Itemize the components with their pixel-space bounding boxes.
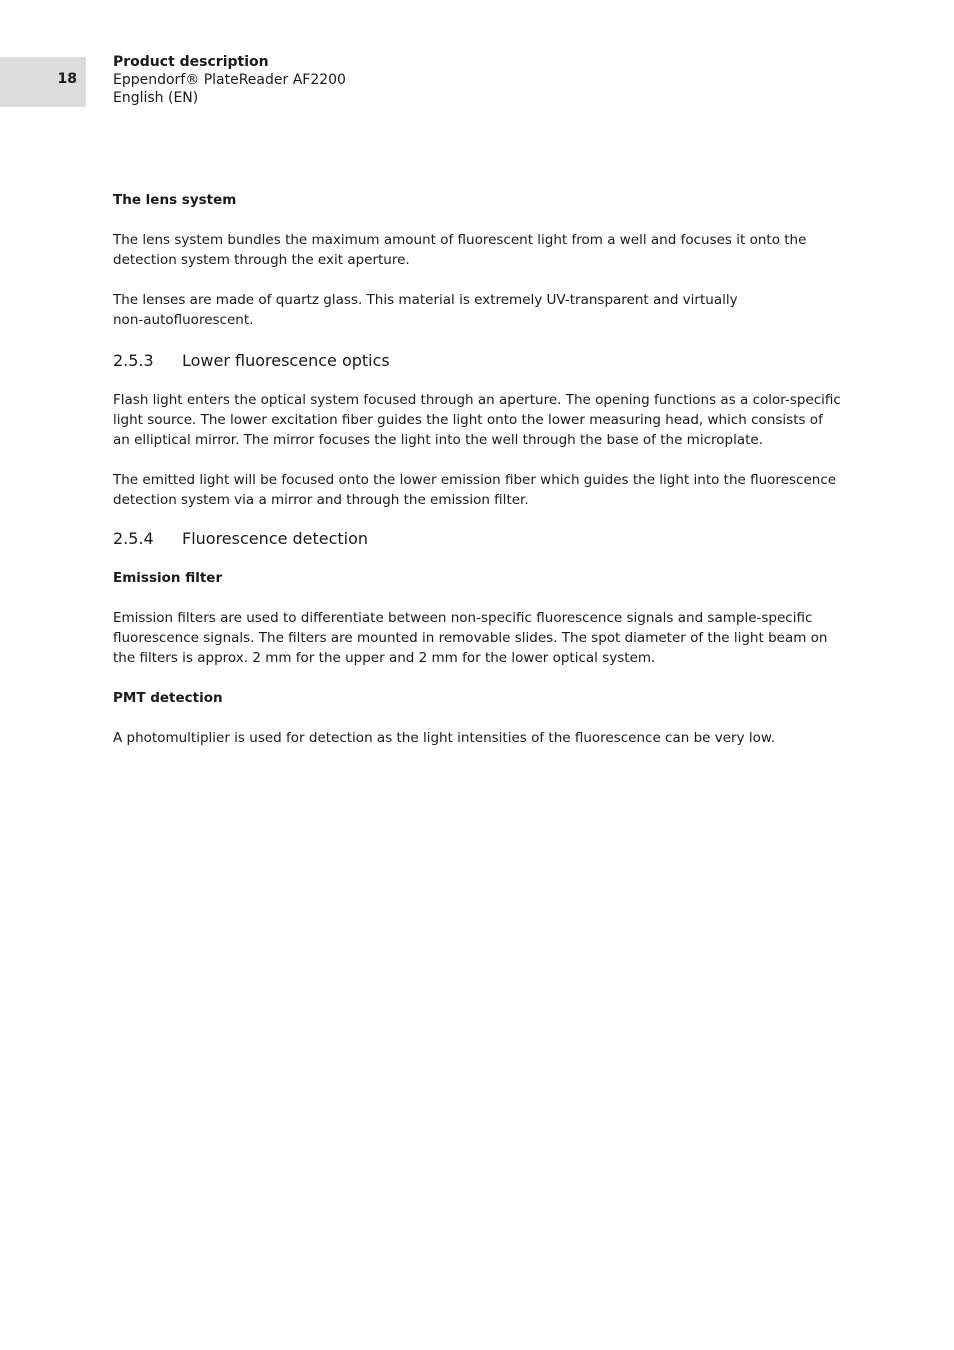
- lens-system-paragraph-2-line-2: non-autofluorescent.: [113, 312, 254, 328]
- lens-system-paragraph-2-line-1: The lenses are made of quartz glass. This material is extremely UV-transparent and virtually: [113, 292, 738, 308]
- header-language: English (EN): [113, 90, 199, 106]
- lens-system-paragraph-1: The lens system bundles the maximum amount of fluorescent light from a well and focuses it onto the detection system through the exit aperture.: [113, 232, 807, 268]
- lower-optics-paragraph-2: The emitted light will be focused onto the lower emission fiber which guides the light into the fluorescence detection system via a mirror and through the emission filter.: [113, 472, 837, 508]
- heading-pmt-detection: PMT detection: [113, 690, 223, 706]
- page-number: 18: [57, 71, 77, 87]
- lens-system-paragraph-2: [113, 290, 843, 330]
- running-header: [113, 53, 346, 107]
- section-heading-2-5-3: [113, 350, 843, 372]
- section-title: Lower fluorescence optics: [182, 351, 390, 370]
- section-title: Fluorescence detection: [182, 529, 369, 548]
- lower-optics-paragraph-1: Flash light enters the optical system focused through an aperture. The opening functions as a color-specific light source. The lower excitation fiber guides the light onto the lower measuring head, which consists of an elliptical mirror. The mirror focuses the light into the well through the base of the microplate.: [113, 392, 841, 448]
- header-product-name: Eppendorf® PlateReader AF2200: [113, 72, 346, 88]
- section-number: 2.5.4: [113, 529, 154, 548]
- emission-filter-paragraph: Emission filters are used to differentiate between non-specific fluorescence signals and sample-specific fluorescence signals. The filters are mounted in removable slides. The spot diameter of the light beam on the filters is approx. 2 mm for the upper and 2 mm for the lower optical system.: [113, 610, 828, 666]
- page-content: [113, 190, 843, 748]
- heading-emission-filter: Emission filter: [113, 570, 223, 586]
- section-heading-2-5-4: [113, 528, 843, 550]
- section-number: 2.5.3: [113, 351, 154, 370]
- pmt-detection-paragraph: A photomultiplier is used for detection as the light intensities of the fluorescence can be very low.: [113, 730, 775, 746]
- heading-lens-system: The lens system: [113, 192, 237, 208]
- header-section-title: Product description: [113, 54, 269, 70]
